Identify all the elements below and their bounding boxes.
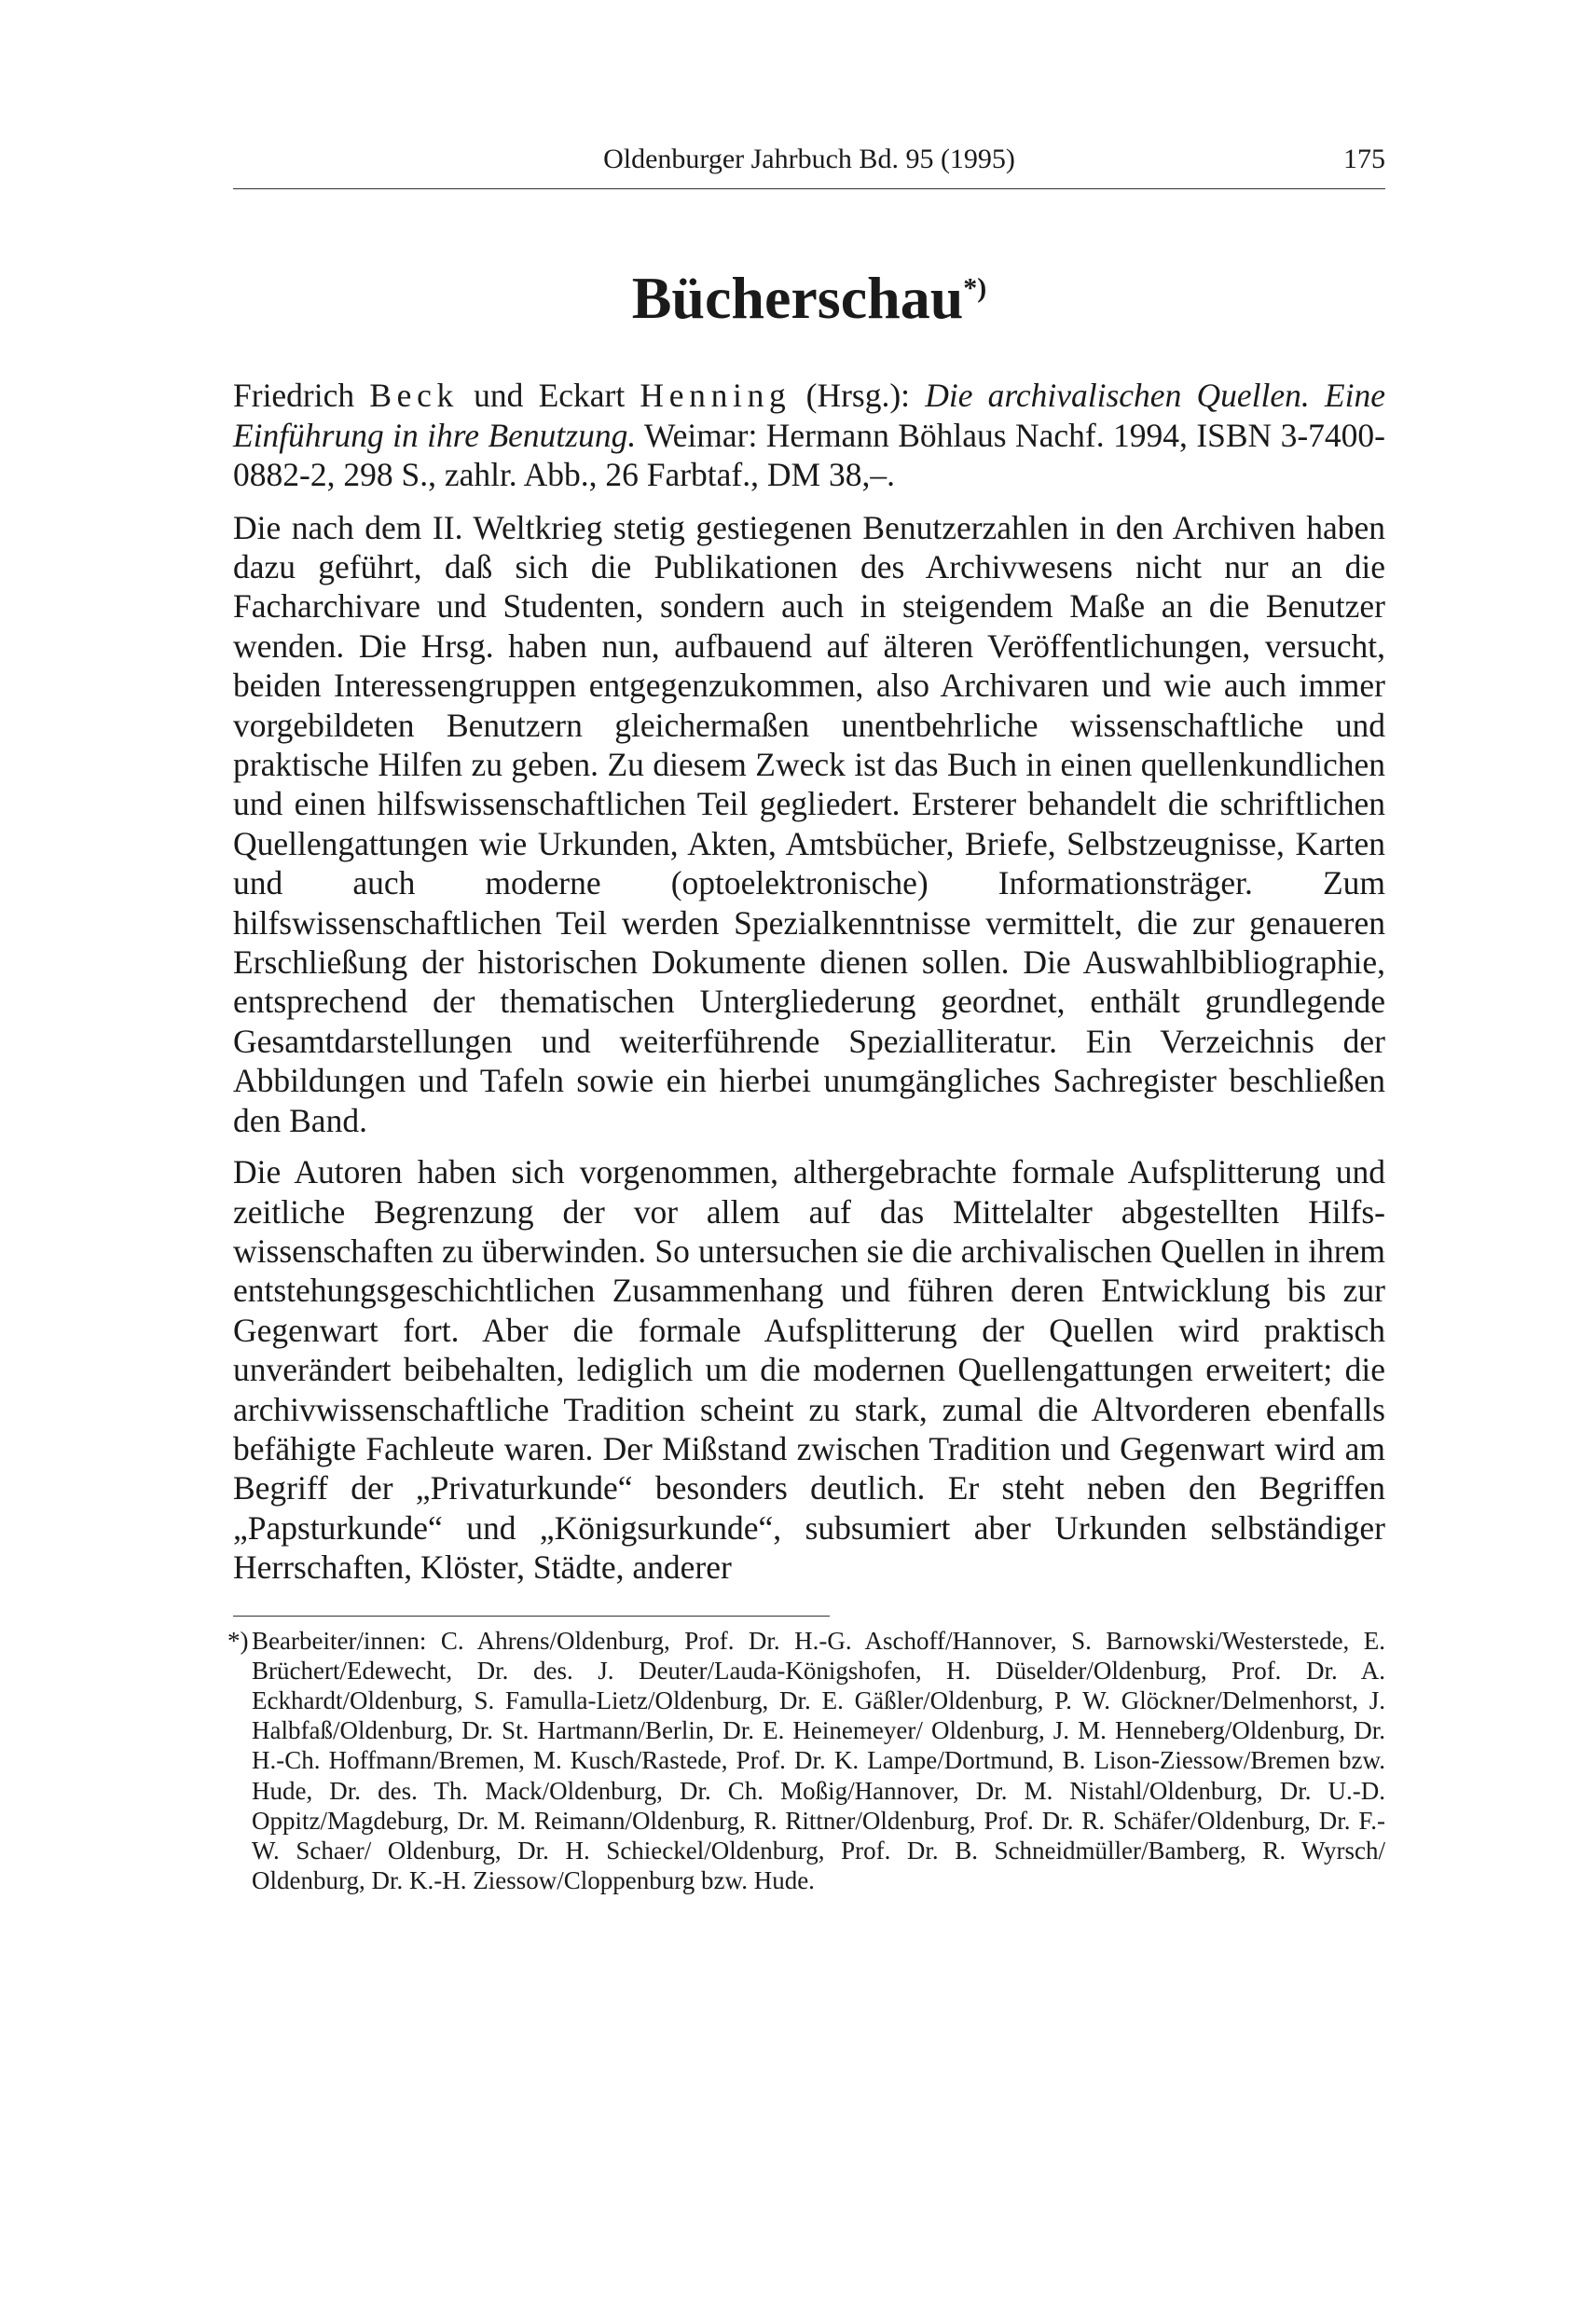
running-head [233, 140, 1385, 189]
editors-text-1: Friedrich [233, 377, 370, 415]
footnote [227, 1626, 1385, 1896]
footnote-mark: *) [227, 1626, 249, 1655]
page [227, 140, 1386, 1895]
review-body [233, 376, 1385, 1587]
editor-surname-2: Henning [640, 377, 791, 415]
review-paragraph-1: Die nach dem II. Weltkrieg stetig gestiegenen Benutzerzahlen in den Archiven haben dazu geführt, daß sich die Publikationen des Archivwesens nicht nur an die Facharchivare und Studenten, sondern auch in steigendem Maße an die Benutzer wenden. Die Hrsg. haben nun, aufbauend auf älteren Veröffentlichungen, versucht, beiden Interessengruppen entgegenzukommen, also Archivaren und wie auch immer vorgebildeten Benutzern gleichermaßen unentbehrliche wissenschaftliche und praktische Hilfen zu geben. Zu diesem Zweck ist das Buch in einen quellenkundlichen und einen hilfswissenschaftlichen Teil gegliedert. Ersterer behandelt die schriftlichen Quellengattungen wie Urkunden, Akten, Amtsbücher, Briefe, Selbstzeugnisse, Karten und auch moderne (optoelektronische) Informationsträger. Zum hilfswissenschaftlichen Teil werden Spezialkenntnisse vermittelt, die zur genaueren Erschließung der historischen Dokumente dienen sollen. Die Auswahlbibliographie, entsprechend der thematischen Untergliederung geordnet, enthält grundlegende Gesamtdarstellungen und weiterführende Spezialliteratur. Ein Verzeichnis der Abbildungen und Tafeln sowie ein hierbei unumgängliches Sachregister beschließen den Band. [233, 508, 1385, 1139]
book-title: Die archivalischen Quellen. Eine Einführung in ihre Benutzung. [233, 377, 1385, 454]
footnote-text: Bearbeiter/innen: C. Ahrens/Oldenburg, Prof. Dr. H.-G. Aschoff/Hannover, S. Barnowski/Westerstede, E. Brüchert/Edewecht, Dr. des. J. Deuter/Lauda-Königshofen, H. Düselder/Oldenburg, Prof. Dr. A. Eckhardt/Oldenburg, S. Famulla-Lietz/Oldenburg, Dr. E. Gäßler/Oldenburg, P. W. Glöckner/Delmenhorst, J. Halbfaß/Oldenburg, Dr. St. Hartmann/Berlin, Dr. E. Heinemeyer/ Oldenburg, J. M. Henneberg/Oldenburg, Dr. H.-Ch. Hoffmann/Bremen, M. Kusch/Rastede, Prof. Dr. K. Lampe/Dortmund, B. Lison-Ziessow/Bremen bzw. Hude, Dr. des. Th. Mack/Oldenburg, Dr. Ch. Moßig/Hannover, Dr. M. Nistahl/Oldenburg, Dr. U.-D. Oppitz/Magdeburg, Dr. M. Reimann/Oldenburg, R. Rittner/Oldenburg, Prof. Dr. R. Schäfer/Oldenburg, Dr. F.-W. Schaer/ Oldenburg, Dr. H. Schieckel/Oldenburg, Prof. Dr. B. Schneidmüller/Bamberg, R. Wyrsch/ Oldenburg, Dr. K.-H. Ziessow/Cloppenburg bzw. Hude. [252, 1626, 1385, 1895]
footnote-divider [233, 1616, 830, 1617]
journal-title: Oldenburger Jahrbuch Bd. 95 (1995) [603, 144, 1015, 174]
publication-details: Weimar: Hermann Böhlaus Nachf. 1994, ISBN 3-7400-0882-2, 298 S., zahlr. Abb., 26 Farbtaf., DM 38,–. [233, 416, 1386, 494]
bibliographic-entry [233, 376, 1385, 494]
editor-surname-1: Beck [369, 377, 459, 415]
editors-text-3: (Hrsg.): [791, 377, 926, 415]
review-paragraph-2: Die Autoren haben sich vorgenommen, althergebrachte formale Aufsplitterung und zeitliche Begrenzung der vor allem auf das Mittelalter abgestellten Hilfswissenschaften zu überwinden. So untersuchen sie die archivalischen Quellen in ihrem entstehungsgeschichtlichen Zusammenhang und führen deren Entwicklung bis zur Gegenwart fort. Aber die formale Aufsplitterung der Quellen wird praktisch unverändert beibehalten, lediglich um die modernen Quellengattungen erweitert; die archivwissenschaftliche Tradition scheint zu stark, zumal die Altvorderen ebenfalls befähigte Fachleute waren. Der Mißstand zwischen Tradition und Gegenwart wird am Begriff der „Privaturkunde“ besonders deutlich. Er steht neben den Begriffen „Papsturkunde“ und „Königsurkunde“, subsumiert aber Urkunden selbständiger Herrschaften, Klöster, Städte, anderer [233, 1153, 1385, 1587]
section-title [233, 266, 1385, 331]
editors-text-2: und Eckart [458, 377, 640, 415]
footnote-reference: *) [963, 272, 987, 304]
section-title-text: Bücherschau [631, 265, 964, 331]
page-number: 175 [1343, 144, 1385, 174]
